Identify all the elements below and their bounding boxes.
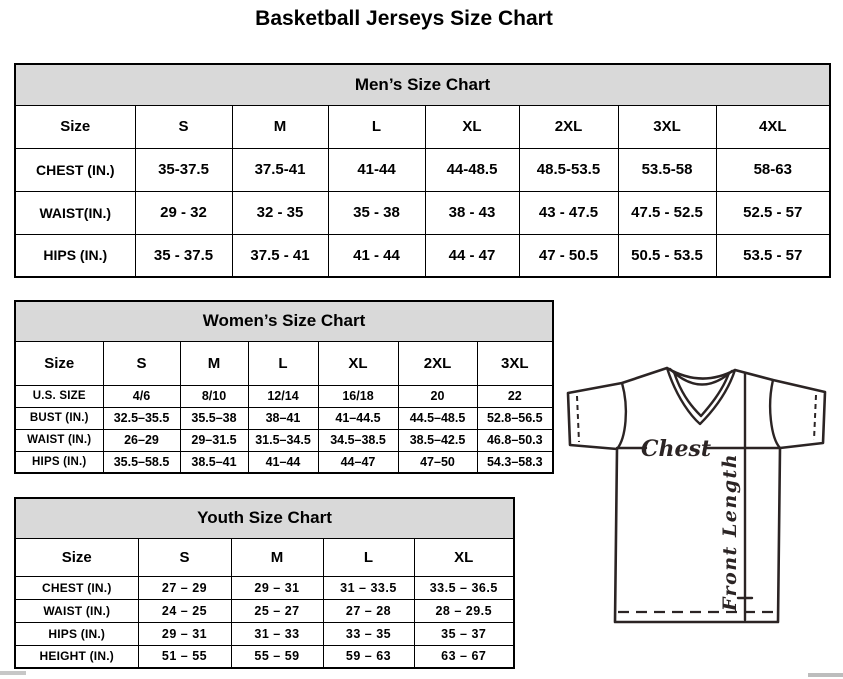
- table-cell: 35 – 37: [414, 622, 514, 645]
- table-cell: 31 – 33.5: [323, 576, 414, 599]
- mens-col-header-l: L: [328, 105, 425, 148]
- youth-col-header-xl: XL: [414, 538, 514, 576]
- womens-hips-row: [15, 451, 553, 473]
- mens-row-label-chest: CHEST (IN.): [15, 148, 135, 191]
- womens-ussize-row: [15, 385, 553, 407]
- table-cell: 20: [398, 385, 477, 407]
- mens-size-chart-table: [14, 63, 831, 278]
- table-cell: 55 – 59: [231, 645, 323, 668]
- table-cell: 4/6: [103, 385, 180, 407]
- table-cell: 38 - 43: [425, 191, 519, 234]
- table-cell: 33 – 35: [323, 622, 414, 645]
- table-cell: 44 - 47: [425, 234, 519, 277]
- table-cell: 44.5–48.5: [398, 407, 477, 429]
- table-cell: 63 – 67: [414, 645, 514, 668]
- womens-row-label-bust: BUST (IN.): [15, 407, 103, 429]
- table-cell: 35.5–38: [180, 407, 248, 429]
- table-cell: 27 – 28: [323, 599, 414, 622]
- table-cell: 25 – 27: [231, 599, 323, 622]
- womens-row-label-hips: HIPS (IN.): [15, 451, 103, 473]
- chest-label: Chest: [640, 436, 712, 462]
- table-cell: 48.5-53.5: [519, 148, 618, 191]
- youth-col-header-size: Size: [15, 538, 138, 576]
- scrollbar-fragment-left[interactable]: [0, 671, 26, 675]
- scrollbar-fragment-right[interactable]: [808, 673, 843, 677]
- mens-col-header-3xl: 3XL: [618, 105, 716, 148]
- table-cell: 32 - 35: [232, 191, 328, 234]
- table-cell: 52.8–56.5: [477, 407, 553, 429]
- table-cell: 50.5 - 53.5: [618, 234, 716, 277]
- mens-col-header-size: Size: [15, 105, 135, 148]
- table-cell: 59 – 63: [323, 645, 414, 668]
- youth-height-row: [15, 645, 514, 668]
- table-cell: 29–31.5: [180, 429, 248, 451]
- youth-row-label-height: HEIGHT (IN.): [15, 645, 138, 668]
- womens-col-header-l: L: [248, 341, 318, 385]
- table-cell: 44–47: [318, 451, 398, 473]
- table-cell: 53.5 - 57: [716, 234, 830, 277]
- youth-hips-row: [15, 622, 514, 645]
- front-length-label: Front Length: [719, 452, 741, 612]
- youth-chart-title: Youth Size Chart: [15, 498, 514, 538]
- table-cell: 38.5–41: [180, 451, 248, 473]
- womens-waist-row: [15, 429, 553, 451]
- table-cell: 41–44: [248, 451, 318, 473]
- table-cell: 47 - 50.5: [519, 234, 618, 277]
- youth-chest-row: [15, 576, 514, 599]
- mens-col-header-s: S: [135, 105, 232, 148]
- womens-row-label-ussize: U.S. SIZE: [15, 385, 103, 407]
- womens-size-chart-table: [14, 300, 554, 474]
- mens-col-header-2xl: 2XL: [519, 105, 618, 148]
- table-cell: 37.5 - 41: [232, 234, 328, 277]
- table-cell: 16/18: [318, 385, 398, 407]
- table-cell: 37.5-41: [232, 148, 328, 191]
- womens-bust-row: [15, 407, 553, 429]
- mens-waist-row: [15, 191, 830, 234]
- table-cell: 47–50: [398, 451, 477, 473]
- table-cell: 54.3–58.3: [477, 451, 553, 473]
- table-cell: 35 - 38: [328, 191, 425, 234]
- table-cell: 35.5–58.5: [103, 451, 180, 473]
- table-cell: 27 – 29: [138, 576, 231, 599]
- jersey-measurement-diagram: [555, 358, 843, 626]
- table-cell: 53.5-58: [618, 148, 716, 191]
- mens-row-label-waist: WAIST(IN.): [15, 191, 135, 234]
- youth-row-label-chest: CHEST (IN.): [15, 576, 138, 599]
- youth-row-label-waist: WAIST (IN.): [15, 599, 138, 622]
- mens-col-header-m: M: [232, 105, 328, 148]
- womens-col-header-size: Size: [15, 341, 103, 385]
- mens-chart-title: Men’s Size Chart: [15, 64, 830, 105]
- youth-waist-row: [15, 599, 514, 622]
- mens-hips-row: [15, 234, 830, 277]
- womens-col-header-xl: XL: [318, 341, 398, 385]
- table-cell: 24 – 25: [138, 599, 231, 622]
- table-cell: 29 – 31: [138, 622, 231, 645]
- table-cell: 46.8–50.3: [477, 429, 553, 451]
- table-cell: 22: [477, 385, 553, 407]
- jersey-outline: [568, 368, 825, 622]
- table-cell: 28 – 29.5: [414, 599, 514, 622]
- table-cell: 43 - 47.5: [519, 191, 618, 234]
- youth-col-header-s: S: [138, 538, 231, 576]
- mens-col-header-xl: XL: [425, 105, 519, 148]
- table-cell: 32.5–35.5: [103, 407, 180, 429]
- page-title: Basketball Jerseys Size Chart: [255, 7, 553, 30]
- table-cell: 12/14: [248, 385, 318, 407]
- youth-size-chart-table: [14, 497, 515, 669]
- mens-chest-row: [15, 148, 830, 191]
- table-cell: 35 - 37.5: [135, 234, 232, 277]
- table-cell: 31 – 33: [231, 622, 323, 645]
- table-cell: 38–41: [248, 407, 318, 429]
- table-cell: 31.5–34.5: [248, 429, 318, 451]
- table-cell: 41-44: [328, 148, 425, 191]
- mens-col-header-4xl: 4XL: [716, 105, 830, 148]
- table-cell: 51 – 55: [138, 645, 231, 668]
- youth-row-label-hips: HIPS (IN.): [15, 622, 138, 645]
- womens-col-header-3xl: 3XL: [477, 341, 553, 385]
- table-cell: 35-37.5: [135, 148, 232, 191]
- table-cell: 58-63: [716, 148, 830, 191]
- youth-col-header-l: L: [323, 538, 414, 576]
- table-cell: 34.5–38.5: [318, 429, 398, 451]
- table-cell: 29 - 32: [135, 191, 232, 234]
- table-cell: 41–44.5: [318, 407, 398, 429]
- womens-col-header-s: S: [103, 341, 180, 385]
- womens-chart-title: Women’s Size Chart: [15, 301, 553, 341]
- table-cell: 38.5–42.5: [398, 429, 477, 451]
- youth-col-header-m: M: [231, 538, 323, 576]
- table-cell: 29 – 31: [231, 576, 323, 599]
- mens-row-label-hips: HIPS (IN.): [15, 234, 135, 277]
- table-cell: 44-48.5: [425, 148, 519, 191]
- table-cell: 41 - 44: [328, 234, 425, 277]
- table-cell: 52.5 - 57: [716, 191, 830, 234]
- table-cell: 33.5 – 36.5: [414, 576, 514, 599]
- table-cell: 8/10: [180, 385, 248, 407]
- womens-col-header-m: M: [180, 341, 248, 385]
- womens-col-header-2xl: 2XL: [398, 341, 477, 385]
- womens-row-label-waist: WAIST (IN.): [15, 429, 103, 451]
- table-cell: 26–29: [103, 429, 180, 451]
- table-cell: 47.5 - 52.5: [618, 191, 716, 234]
